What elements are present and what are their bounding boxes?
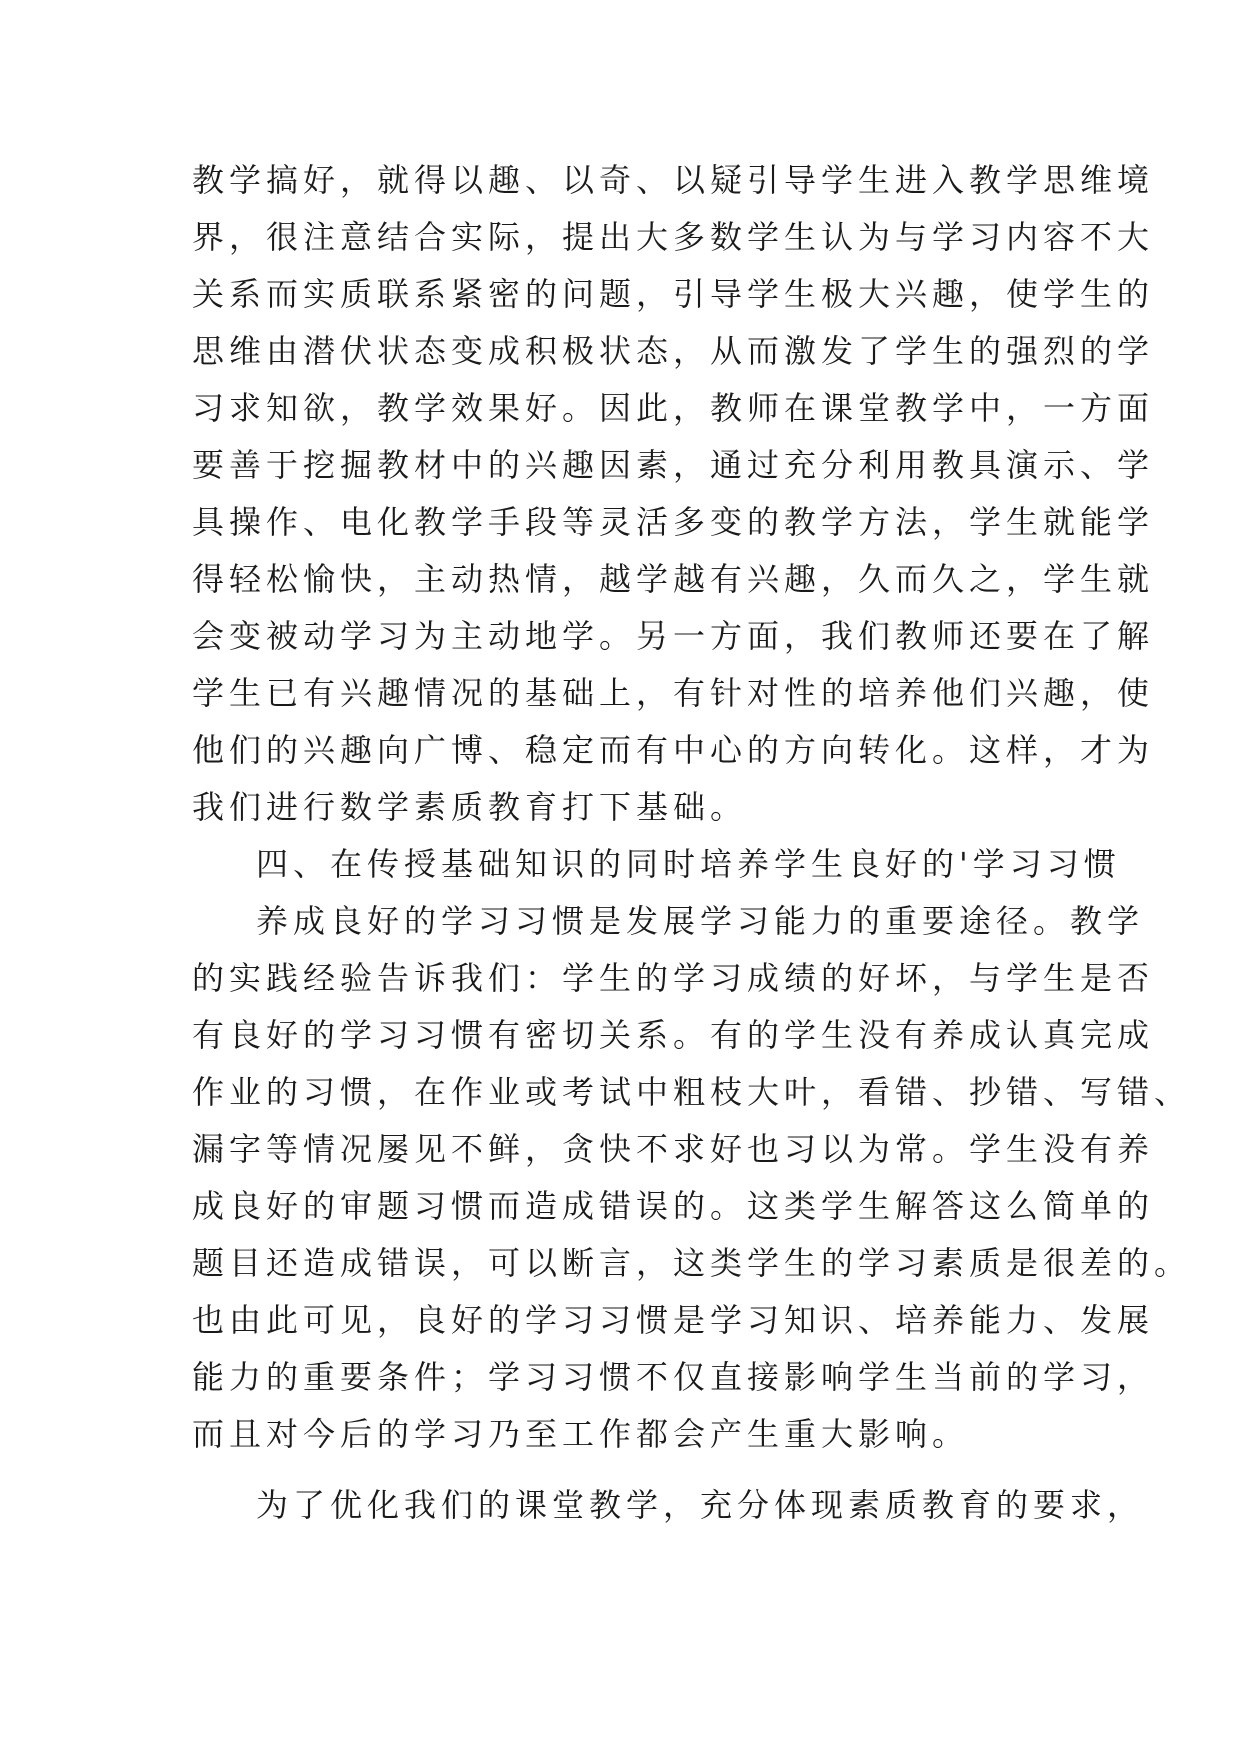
text-line: 得轻松愉快，主动热情，越学越有兴趣，久而久之，学生就 xyxy=(192,560,1155,598)
paragraph-spacer xyxy=(192,1463,1072,1477)
paragraph xyxy=(192,152,1155,836)
text-line: 学生已有兴趣情况的基础上，有针对性的培养他们兴趣，使 xyxy=(192,674,1155,712)
paragraph xyxy=(192,1477,1145,1534)
text-line: 习求知欲，教学效果好。因此，教师在课堂教学中，一方面 xyxy=(192,389,1155,427)
text-line: 会变被动学习为主动地学。另一方面，我们教师还要在了解 xyxy=(192,617,1155,655)
text-line: 为了优化我们的课堂教学，充分体现素质教育的要求， xyxy=(256,1486,1145,1524)
paragraph xyxy=(192,893,1192,1463)
text-line: 养成良好的学习习惯是发展学习能力的重要途径。教学 xyxy=(256,902,1145,940)
text-line: 具操作、电化教学手段等灵活多变的教学方法，学生就能学 xyxy=(192,503,1155,541)
text-line: 关系而实质联系紧密的问题，引导学生极大兴趣，使学生的 xyxy=(192,275,1155,313)
text-line: 而且对今后的学习乃至工作都会产生重大影响。 xyxy=(192,1415,970,1453)
text-line: 漏字等情况屡见不鲜，贪快不求好也习以为常。学生没有养 xyxy=(192,1130,1155,1168)
text-line: 成良好的审题习惯而造成错误的。这类学生解答这么简单的 xyxy=(192,1187,1155,1225)
text-line: 作业的习惯，在作业或考试中粗枝大叶，看错、抄错、写错、 xyxy=(192,1073,1192,1111)
text-line: 能力的重要条件；学习习惯不仅直接影响学生当前的学习， xyxy=(192,1358,1155,1396)
text-line: 有良好的学习习惯有密切关系。有的学生没有养成认真完成 xyxy=(192,1016,1155,1054)
section-heading: 四、在传授基础知识的同时培养学生良好的'学习习惯 xyxy=(256,845,1121,883)
text-line: 的实践经验告诉我们：学生的学习成绩的好坏，与学生是否 xyxy=(192,959,1155,997)
text-line: 也由此可见，良好的学习习惯是学习知识、培养能力、发展 xyxy=(192,1301,1155,1339)
text-line: 界，很注意结合实际，提出大多数学生认为与学习内容不大 xyxy=(192,218,1155,256)
text-line: 我们进行数学素质教育打下基础。 xyxy=(192,788,748,826)
document-body xyxy=(192,152,1192,1534)
text-line: 他们的兴趣向广博、稳定而有中心的方向转化。这样，才为 xyxy=(192,731,1155,769)
text-line: 思维由潜伏状态变成积极状态，从而激发了学生的强烈的学 xyxy=(192,332,1155,370)
text-line: 题目还造成错误，可以断言，这类学生的学习素质是很差的。 xyxy=(192,1244,1192,1282)
text-line: 要善于挖掘教材中的兴趣因素，通过充分利用教具演示、学 xyxy=(192,446,1155,484)
text-line: 教学搞好，就得以趣、以奇、以疑引导学生进入教学思维境 xyxy=(192,161,1155,199)
